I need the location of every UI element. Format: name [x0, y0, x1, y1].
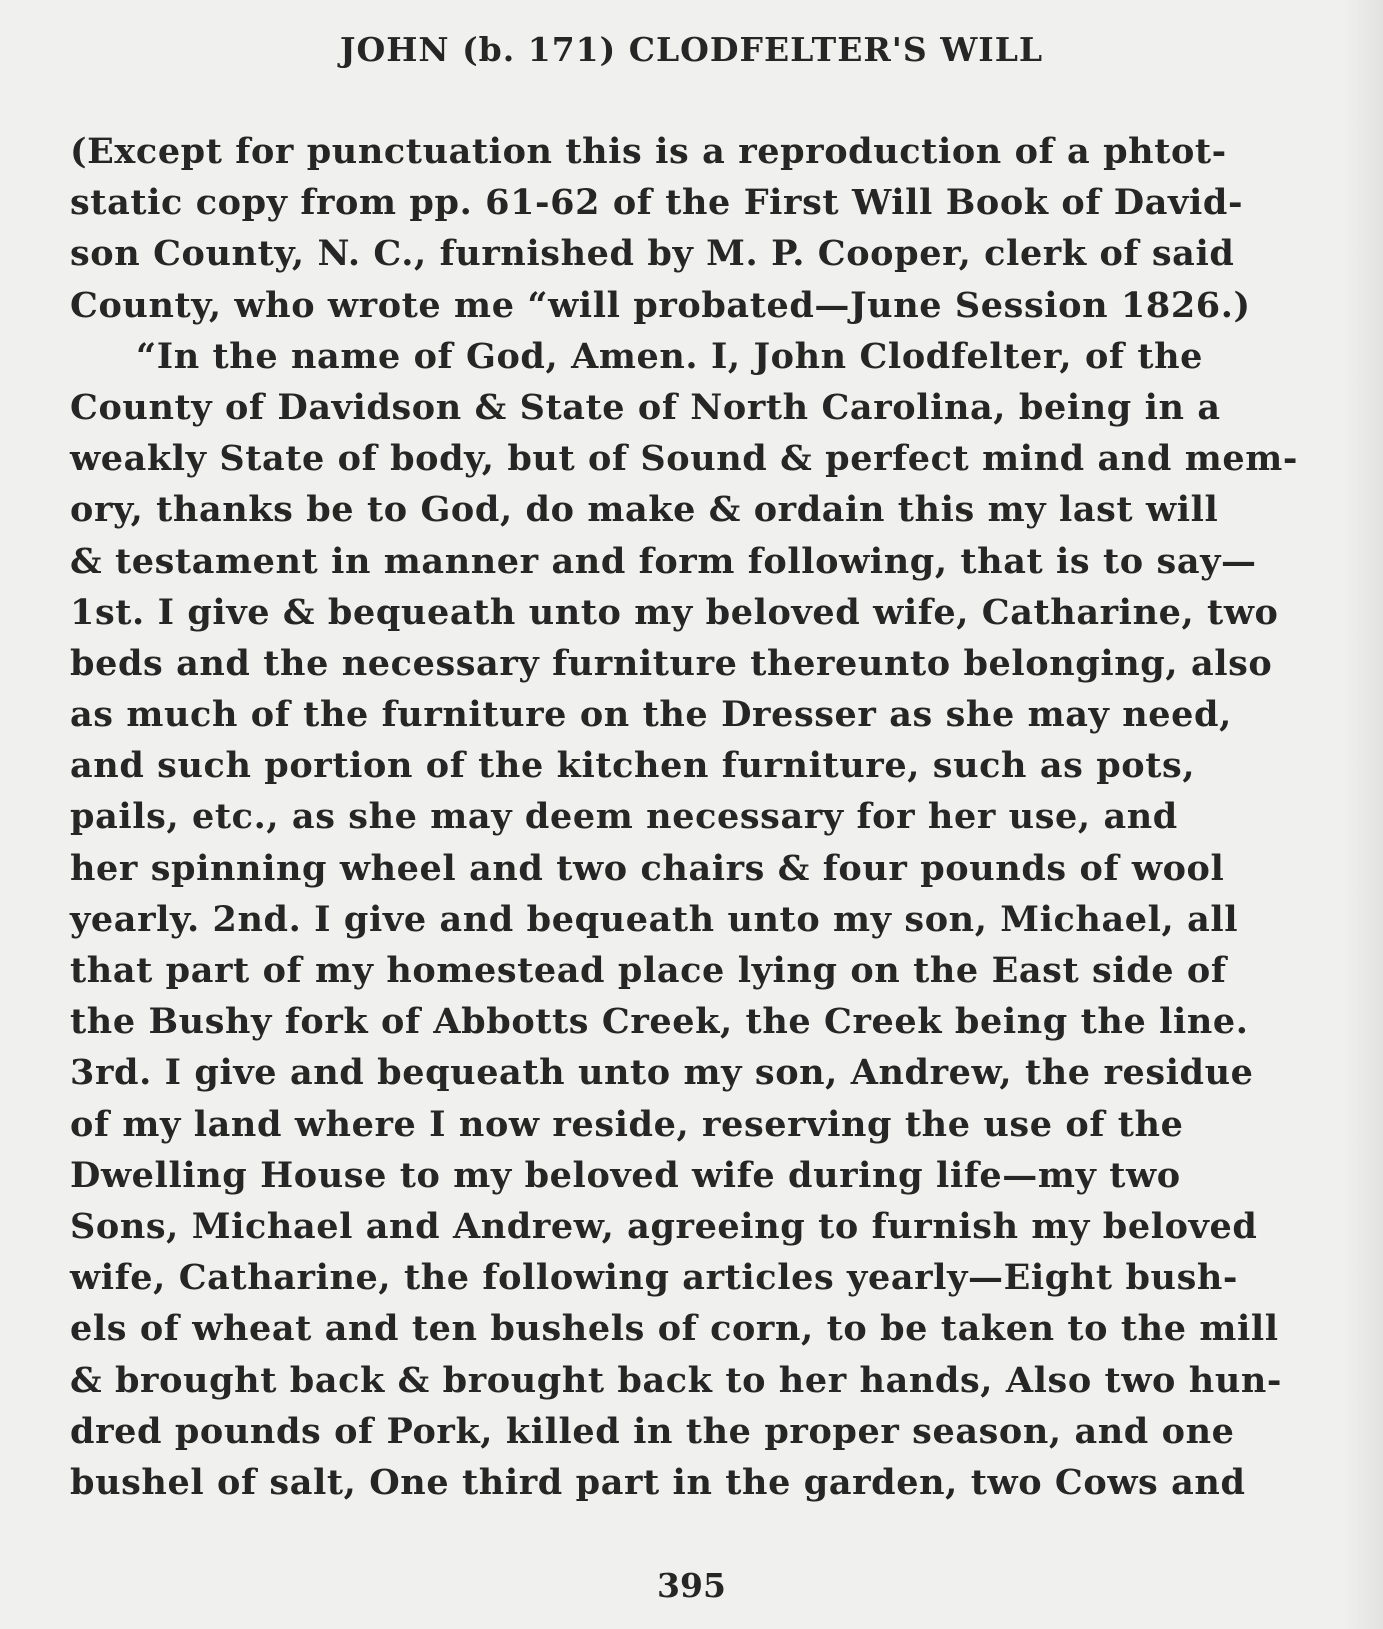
text-line: ory, thanks be to God, do make & ordain this my last will: [70, 489, 1219, 531]
text-line: 3rd. I give and bequeath unto my son, Andrew, the residue: [70, 1052, 1254, 1094]
text-line: weakly State of body, but of Sound & perfect mind and mem-: [70, 438, 1298, 480]
text-line: “In the name of God, Amen. I, John Clodfelter, of the: [136, 335, 1204, 377]
text-line: (Except for punctuation this is a reproduction of a phtot-: [70, 131, 1227, 172]
text-line: & brought back & brought back to her hands, Also two hun-: [70, 1359, 1283, 1401]
text-line: dred pounds of Pork, killed in the proper season, and one: [70, 1410, 1235, 1452]
text-line: the Bushy fork of Abbotts Creek, the Creek being the line.: [70, 1001, 1249, 1043]
text-line: yearly. 2nd. I give and bequeath unto my son, Michael, all: [70, 898, 1239, 940]
text-line: 1st. I give & bequeath unto my beloved wife, Catharine, two: [70, 591, 1279, 633]
text-line: static copy from pp. 61-62 of the First Will Book of David-: [70, 182, 1244, 224]
text-line: County, who wrote me “will probated—June Session 1826.): [70, 284, 1251, 326]
text-line: her spinning wheel and two chairs & four pounds of wool: [70, 847, 1225, 889]
text-line: County of Davidson & State of North Carolina, being in a: [70, 386, 1221, 428]
text-line: Dwelling House to my beloved wife during life—my two: [70, 1154, 1181, 1196]
text-line: son County, N. C., furnished by M. P. Cooper, clerk of said: [70, 233, 1235, 275]
text-line: beds and the necessary furniture thereunto belonging, also: [70, 642, 1273, 684]
text-line: bushel of salt, One third part in the garden, two Cows and: [70, 1461, 1246, 1503]
text-line: Sons, Michael and Andrew, agreeing to furnish my beloved: [70, 1205, 1258, 1247]
will-text: [70, 126, 1350, 1508]
page-title: JOHN (b. 171) CLODFELTER'S WILL: [339, 30, 1044, 69]
text-line: and such portion of the kitchen furniture, such as pots,: [70, 745, 1196, 787]
text-line: that part of my homestead place lying on the East side of: [70, 950, 1227, 991]
text-line: as much of the furniture on the Dresser as she may need,: [70, 694, 1232, 736]
text-line: & testament in manner and form following, that is to say—: [70, 540, 1257, 582]
text-line: of my land where I now reside, reserving the use of the: [70, 1103, 1184, 1145]
page-number: 395: [657, 1566, 726, 1605]
text-line: els of wheat and ten bushels of corn, to be taken to the mill: [70, 1308, 1279, 1350]
text-line: pails, etc., as she may deem necessary for her use, and: [70, 796, 1178, 838]
text-line: wife, Catharine, the following articles yearly—Eight bush-: [70, 1257, 1239, 1299]
